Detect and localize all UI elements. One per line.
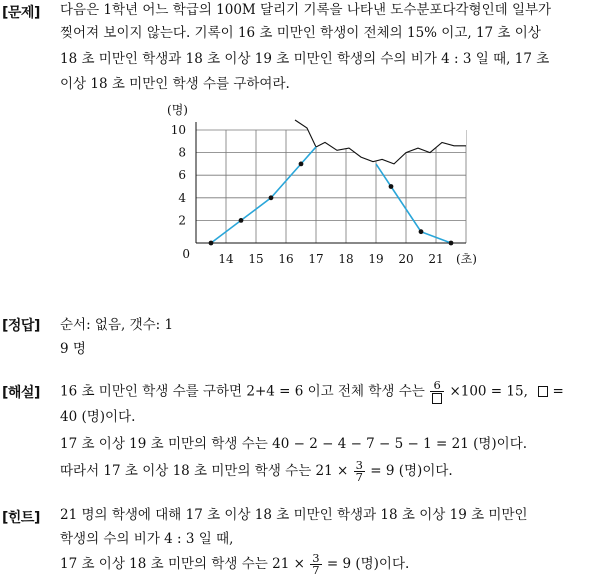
y-tick-label: 10 (170, 123, 186, 137)
data-point (209, 241, 214, 246)
data-point (239, 218, 244, 223)
fraction-numerator: 3 (355, 458, 363, 472)
data-point (419, 229, 424, 234)
answer-section (0, 315, 592, 365)
y-tick-label: 2 (178, 213, 186, 228)
data-point (299, 162, 304, 167)
blank-box (432, 393, 442, 404)
hint-section (0, 505, 592, 580)
series-line-2 (376, 164, 451, 243)
solution-line-1-calc: ×100 = 15, (449, 383, 528, 400)
problem-tag: [문제] (2, 5, 40, 21)
answer-line-2: 9 명 (60, 341, 86, 357)
x-tick-label: 21 (428, 252, 444, 266)
problem-line-1: 다음은 1학년 어느 학급의 100M 달리기 기록을 나타낸 도수분포다각형인데 일부가 (60, 2, 552, 18)
hint-tag: [힌트] (2, 510, 40, 526)
x-tick-label: 14 (218, 252, 234, 266)
series-line-1 (211, 147, 316, 243)
x-tick-label: 20 (398, 252, 414, 266)
solution-line-4-text: 따라서 17 초 이상 18 초 미만의 학생 수는 21 × (60, 463, 349, 479)
solution-line-1 (60, 380, 564, 404)
y-axis-label: (명) (167, 103, 188, 117)
solution-line-1-text: 16 초 미만인 학생 수를 구하면 2+4 = 6 이고 전체 학생 수는 (60, 383, 425, 400)
solution-line-1-eq: = (552, 383, 564, 400)
solution-section (0, 378, 592, 483)
y-tick-label: 4 (178, 190, 186, 205)
fraction-denominator: 7 (312, 563, 320, 577)
torn-paper-area (295, 118, 466, 164)
frequency-polygon-chart (150, 100, 500, 275)
hint-line-3-text: 17 초 이상 18 초 미만의 학생 수는 21 × (60, 556, 305, 572)
blank-box (538, 386, 548, 397)
data-point (389, 184, 394, 189)
y-tick-label: 6 (178, 168, 186, 183)
fraction-three-sevenths (354, 460, 365, 483)
solution-line-3: 17 초 이상 19 초 미만의 학생 수는 40 − 2 − 4 − 7 − 5 − 1 = 21 (명)이다. (60, 436, 528, 452)
answer-line-1: 순서: 없음, 갯수: 1 (60, 317, 174, 333)
fraction-denominator: 7 (355, 470, 363, 484)
solution-line-4 (60, 460, 453, 483)
problem-line-2: 찢어져 보이지 않는다. 기록이 16 초 미만인 학생이 전체의 15% 이고, 17 초 이상 (60, 25, 541, 41)
problem-line-3: 18 초 미만인 학생과 18 초 이상 19 초 미만인 학생의 수의 비가 4 : 3 일 때, 17 초 (60, 51, 550, 67)
fraction-six-over-box (430, 380, 444, 404)
solution-line-4-result: = 9 (명)이다. (370, 463, 453, 479)
x-tick-label: 18 (338, 252, 354, 266)
x-tick-label: 19 (368, 252, 384, 266)
fraction-numerator: 3 (312, 551, 320, 565)
fraction-numerator: 6 (430, 380, 444, 392)
y-tick-label: 8 (178, 145, 186, 160)
x-tick-label: 15 (248, 252, 264, 266)
answer-tag: [정답] (2, 318, 40, 334)
hint-line-3-result: = 9 (명)이다. (326, 556, 410, 572)
origin-label: 0 (182, 247, 190, 261)
solution-line-2: 40 (명)이다. (60, 409, 136, 425)
problem-line-4: 이상 18 초 미만인 학생 수를 구하여라. (60, 76, 290, 92)
x-axis-label: (초) (456, 252, 477, 266)
problem-section (0, 0, 592, 100)
hint-line-3 (60, 553, 409, 576)
data-point (449, 241, 454, 246)
x-tick-label: 16 (278, 252, 294, 266)
fraction-three-sevenths (310, 553, 321, 576)
data-point (269, 195, 274, 200)
solution-tag: [해설] (2, 385, 40, 401)
hint-line-1: 21 명의 학생에 대해 17 초 이상 18 초 미만인 학생과 18 초 이상 19 초 미만인 (60, 507, 528, 523)
x-tick-label: 17 (308, 252, 324, 266)
hint-line-2: 학생의 수의 비가 4 : 3 일 때, (60, 531, 234, 547)
